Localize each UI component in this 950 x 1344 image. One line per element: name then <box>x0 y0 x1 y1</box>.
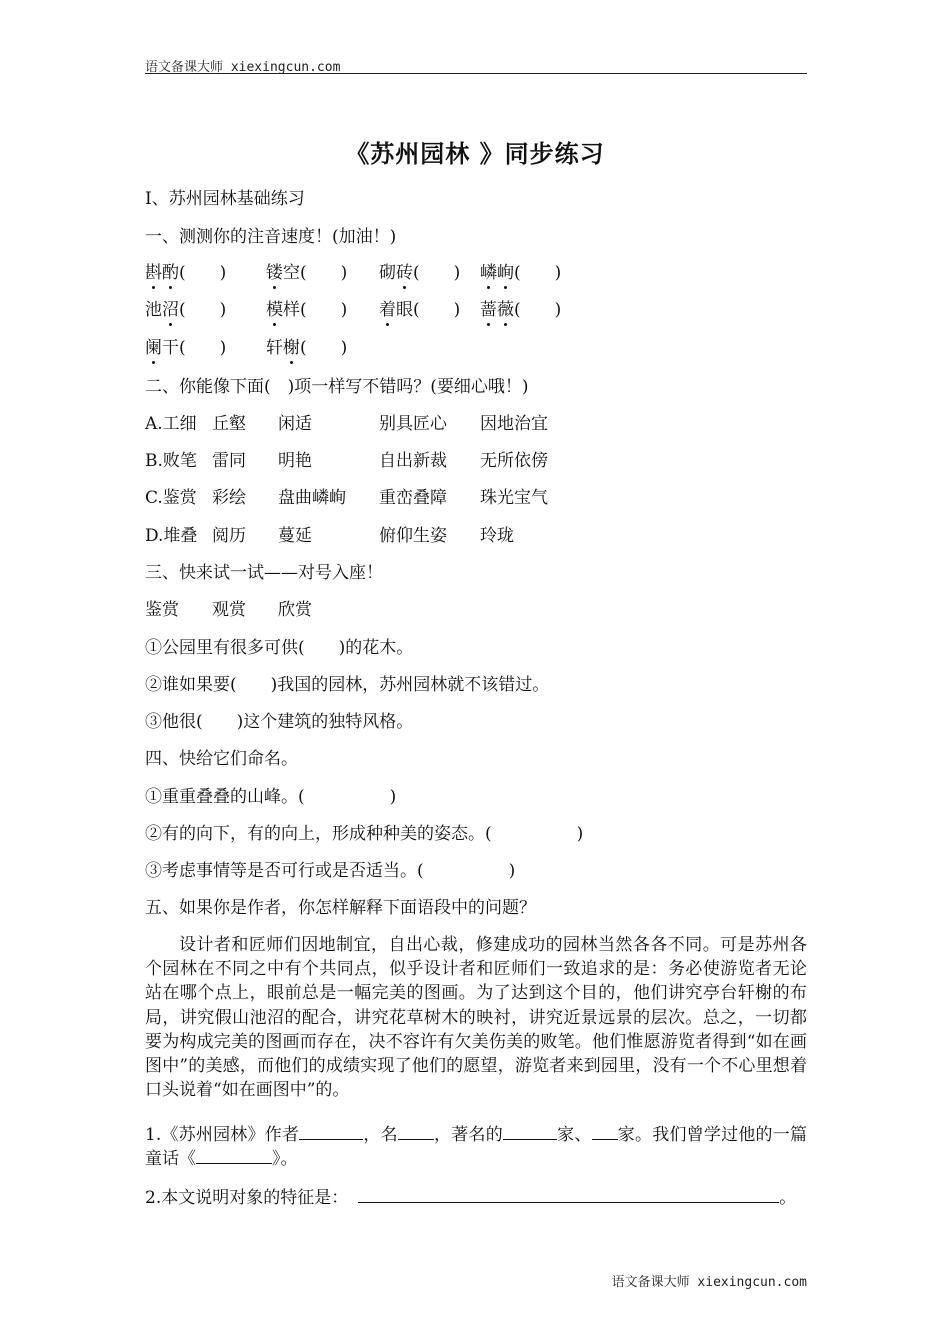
sub1-text-e: 家。我们曾学过他的一篇童话《 <box>145 1125 807 1170</box>
q2-option-2-1: B.败笔 <box>145 451 197 471</box>
q1-word-2-2: 模样( ) <box>266 300 348 320</box>
q2-option-2-4: 自出新裁 <box>379 451 447 471</box>
q3-item-1: ①公园里有很多可供( )的花木。 <box>145 638 414 658</box>
q3-item-2: ②谁如果要( )我国的园林，苏州园林就不该错过。 <box>145 675 550 695</box>
q1-word-3-2: 轩榭( ) <box>266 338 348 358</box>
q1-word-2-1: 池沼( ) <box>145 300 227 320</box>
q2-option-1-1: A.工细 <box>145 414 197 434</box>
q2-option-3-2: 彩绘 <box>212 488 246 508</box>
q2-option-2-5: 无所依傍 <box>480 451 548 471</box>
q2-option-4-3: 蔓延 <box>278 526 312 546</box>
q3-word-1: 鉴赏 <box>145 600 179 620</box>
q5-sub1 <box>145 1123 807 1171</box>
q4-heading: 四、快给它们命名。 <box>145 749 298 769</box>
q3-word-2: 观赏 <box>212 600 246 620</box>
q2-option-2-2: 雷同 <box>212 451 246 471</box>
q1-word-1-3: 砌砖( ) <box>379 263 461 283</box>
q5-heading: 五、如果你是作者，你怎样解释下面语段中的问题？ <box>145 898 536 918</box>
fairy-tale-blank[interactable] <box>196 1147 272 1164</box>
q2-option-4-2: 阅历 <box>212 526 246 546</box>
name-blank[interactable] <box>398 1123 434 1140</box>
page-footer: 语文备课大师 xiexingcun.com <box>611 1275 807 1290</box>
q4-item-2: ②有的向下，有的向上，形成种种美的姿态。( ) <box>145 824 584 844</box>
passage-text: 设计者和匠师们因地制宜，自出心裁，修建成功的园林当然各各不同。可是苏州各个园林在不同之中有个共同点，似乎设计者和匠师们一致追求的是：务必使游览者无论站在哪个点上，眼前总是一幅完美的图画。为了达到这个目的，他们讲究亭台轩榭的布局，讲究假山池沼的配合，讲究花草树木的映衬，讲究近景远景的层次。总之，一切都要为构成完美的图画而存在，决不容许有欠美伤美的败笔。他们惟愿游览者得到“如在画图中”的美感，而他们的成绩实现了他们的愿望，游览者来到园里，没有一个不心里想着口头说着“如在画图中”的。 <box>145 935 807 1101</box>
q4-item-3: ③考虑事情等是否可行或是否适当。( ) <box>145 861 516 881</box>
q2-heading: 二、你能像下面( )项一样写不错吗？(要细心哦！) <box>145 377 529 397</box>
q2-option-3-5: 珠光宝气 <box>480 488 548 508</box>
q2-option-1-4: 别具匠心 <box>379 414 447 434</box>
q5-passage <box>145 933 807 1102</box>
q2-option-4-1: D.堆叠 <box>145 526 198 546</box>
header-rule <box>145 73 807 74</box>
q4-item-1: ①重重叠叠的山峰。( ) <box>145 787 397 807</box>
author-blank[interactable] <box>299 1123 363 1140</box>
sub1-text-f: 》。 <box>272 1149 298 1170</box>
part1-heading: Ⅰ、苏州园林基础练习 <box>145 189 305 209</box>
q1-word-2-4: 蔷薇( ) <box>480 300 562 320</box>
sub1-text-d: 家、 <box>556 1125 592 1145</box>
q3-item-3: ③他很( )这个建筑的独特风格。 <box>145 712 414 732</box>
feature-blank[interactable] <box>358 1186 779 1203</box>
q3-heading: 三、快来试一试——对号入座！ <box>145 563 383 583</box>
q1-word-2-3: 着眼( ) <box>379 300 461 320</box>
q5-sub2 <box>145 1186 796 1209</box>
sub1-text-a: 1.《苏州园林》作者 <box>145 1125 300 1145</box>
sub2-label: 2.本文说明对象的特征是： <box>145 1188 349 1208</box>
q1-word-1-1: 斟酌( ) <box>145 263 227 283</box>
q2-option-3-4: 重峦叠障 <box>379 488 447 508</box>
q2-option-1-2: 丘壑 <box>212 414 246 434</box>
sub1-text-c: ，著名的 <box>433 1125 503 1145</box>
sub1-text-b: ，名 <box>363 1125 398 1145</box>
page-header: 语文备课大师 xiexingcun.com <box>145 60 341 75</box>
q1-word-1-2: 镂空( ) <box>266 263 348 283</box>
q2-option-2-3: 明艳 <box>278 451 312 471</box>
profession-blank-2[interactable] <box>592 1123 618 1140</box>
q1-word-1-4: 嶙峋( ) <box>480 263 562 283</box>
q2-option-1-5: 因地治宜 <box>480 414 548 434</box>
q2-option-3-3: 盘曲嶙峋 <box>278 488 346 508</box>
q2-option-1-3: 闲适 <box>278 414 312 434</box>
q2-option-4-5: 玲珑 <box>480 526 514 546</box>
profession-blank-1[interactable] <box>503 1123 557 1140</box>
q3-word-3: 欣赏 <box>278 600 312 620</box>
q1-heading: 一、测测你的注音速度！(加油！) <box>145 227 397 247</box>
q2-option-3-1: C.鉴赏 <box>145 488 197 508</box>
q2-option-4-4: 俯仰生姿 <box>379 526 447 546</box>
page-title: 《苏州园林 》同步练习 <box>345 140 605 168</box>
q1-word-3-1: 阑干( ) <box>145 338 227 358</box>
sub2-end: 。 <box>779 1188 797 1208</box>
